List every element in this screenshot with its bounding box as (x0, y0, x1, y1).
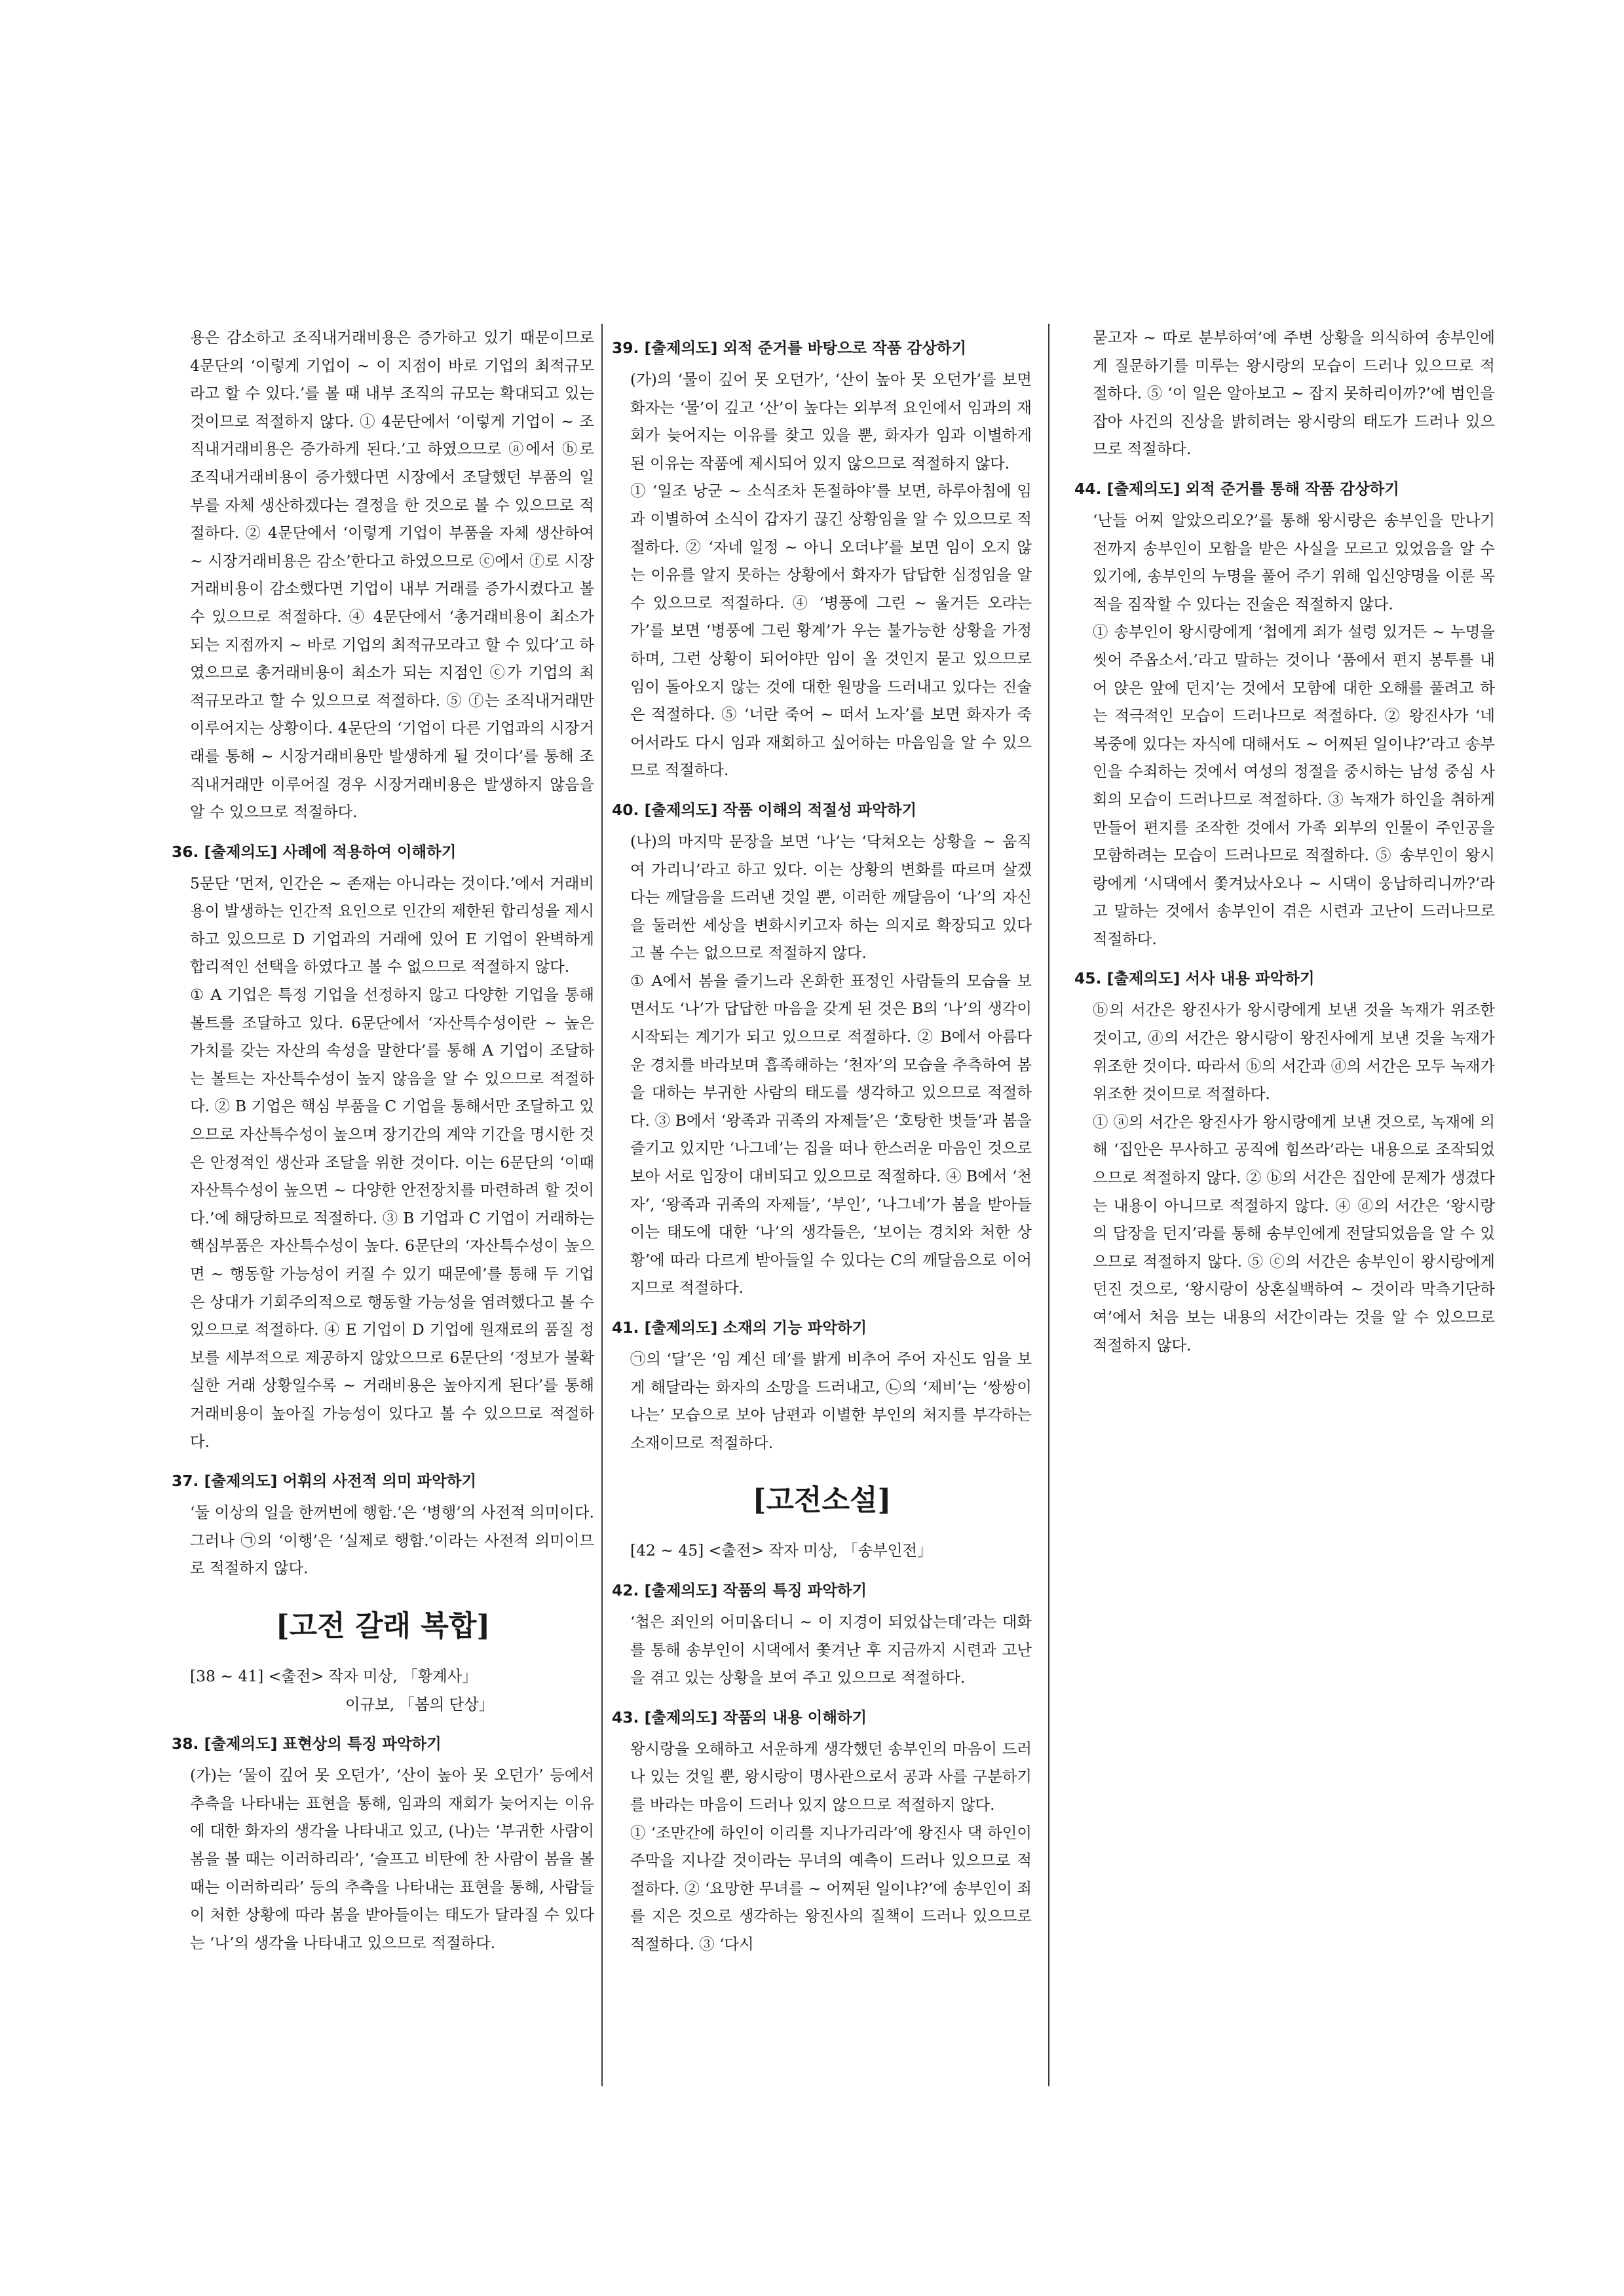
paragraph: ‘둘 이상의 일을 한꺼번에 행함.’은 ‘병행’의 사전적 의미이다. 그러나 ㉠의 ‘이행’은 ‘실제로 행함.’이라는 사전적 의미이므로 적절하지 않다. (190, 1503, 594, 1578)
paragraph: 용은 감소하고 조직내거래비용은 증가하고 있기 때문이므로 4문단의 ‘이렇게 기업이 ~ 이 지점이 바로 기업의 최적규모라고 할 수 있다.’를 볼 때 내부 조직의 규모는 확대되고 있는 것이므로 적절하지 않다. ① 4문단에서 ‘이렇게 기업이 ~ 조직내거래비용은 증가하게 된다.’고 하였으므로 ⓐ에서 ⓑ로 조직내거래비용이 증가했다면 시장에서 조달했던 부품의 일부를 자체 생산하겠다는 결정을 한 것으로 볼 수 있으므로 적절하다. ② 4문단에서 ‘이렇게 기업이 부품을 자체 생산하여 ~ 시장거래비용은 감소’한다고 하였으므로 ⓒ에서 ⓕ로 시장거래비용이 감소했다면 기업이 내부 거래를 증가시켰다고 볼 수 있으므로 적절하다. ④ 4문단에서 ‘총거래비용이 최소가 되는 지점까지 ~ 바로 기업의 최적규모라고 할 수 있다’고 하였으므로 총거래비용이 최소가 되는 지점인 ⓒ가 기업의 최적규모라고 할 수 있으므로 적절하다. ⑤ ⓕ는 조직내거래만 이루어지는 상황이다. 4문단의 ‘기업이 다른 기업과의 시장거래를 통해 ~ 시장거래비용만 발생하게 될 것이다’를 통해 조직내거래만 이루어질 경우 시장거래비용은 발생하지 않음을 알 수 있으므로 적절하다. (190, 328, 595, 822)
source-line: [38 ~ 41] <출전> 작자 미상, 「황계사」 (190, 1666, 478, 1685)
column-left (172, 324, 594, 1957)
paragraph: ‘첩은 죄인의 어미옵더니 ~ 이 지경이 되었삽는데’라는 대화를 통해 송부인이 시댁에서 쫓겨난 후 지금까지 시련과 고난을 겪고 있는 상황을 보여 주고 있으므로 적절하다. (630, 1612, 1032, 1687)
question-36-title: 36. [출제의도] 사례에 적용하여 이해하기 (172, 842, 457, 861)
paragraph: ① ‘일조 낭군 ~ 소식조차 돈절하야’를 보면, 하루아침에 임과 이별하여 소식이 갑자기 끊긴 상황임을 알 수 있으므로 적절하다. ② ‘자네 일정 ~ 아니 오더냐’를 보면 임이 오지 않는 이유를 알지 못하는 상황에서 화자가 답답한 심정임을 알 수 있으므로 적절하다. ④ ‘병풍에 그린 ~ 울거든 오랴는가’를 보면 ‘병풍에 그린 황계’가 우는 불가능한 상황을 가정하며, 그런 상황이 되어야만 임이 올 것인지 묻고 있으므로 임이 돌아오지 않는 것에 대한 원망을 드러내고 있다는 진술은 적절하다. ⑤ ‘너란 죽어 ~ 떠서 노자’를 보면 화자가 죽어서라도 다시 임과 재회하고 싶어하는 마음임을 알 수 있으므로 적절하다. (630, 482, 1032, 780)
question-44-title: 44. [출제의도] 외적 준거를 통해 작품 감상하기 (1074, 479, 1399, 498)
paragraph: ① ⓐ의 서간은 왕진사가 왕시랑에게 보낸 것으로, 녹재에 의해 ‘집안은 무사하고 공직에 힘쓰라’라는 내용으로 조작되었으므로 적절하지 않다. ② ⓑ의 서간은 집안에 문제가 생겼다는 내용이 아니므로 적절하지 않다. ④ ⓓ의 서간은 ‘왕시랑의 답장을 던지’라를 통해 송부인에게 전달되었음을 알 수 있으므로 적절하지 않다. ⑤ ⓒ의 서간은 송부인이 왕시랑에게 던진 것으로, ‘왕시랑이 상혼실백하여 ~ 것이라 막측기단하여’에서 처음 보는 내용의 서간이라는 것을 알 수 있으므로 적절하지 않다. (1093, 1112, 1495, 1354)
question-40-title: 40. [출제의도] 작품 이해의 적절성 파악하기 (612, 800, 917, 819)
paragraph: 왕시랑을 오해하고 서운하게 생각했던 송부인의 마음이 드러나 있는 것일 뿐, 왕시랑이 명사관으로서 공과 사를 구분하기를 바라는 마음이 드러나 있지 않으므로 적절하지 않다. (630, 1739, 1032, 1814)
question-42-title: 42. [출제의도] 작품의 특징 파악하기 (612, 1580, 867, 1599)
paragraph: ‘난들 어찌 알았으리오?’를 통해 왕시랑은 송부인을 만나기 전까지 송부인이 모함을 받은 사실을 모르고 있었음을 알 수 있기에, 송부인의 누명을 풀어 주기 위해 입신양명을 이룬 목적을 짐작할 수 있다는 진술은 적절하지 않다. (1093, 510, 1495, 613)
question-41-title: 41. [출제의도] 소재의 기능 파악하기 (612, 1318, 867, 1337)
paragraph: ① A 기업은 특정 기업을 선정하지 않고 다양한 기업을 통해 볼트를 조달하고 있다. 6문단에서 ‘자산특수성이란 ~ 높은 가치를 갖는 자산의 속성을 말한다’를 통해 A 기업이 조달하는 볼트는 자산특수성이 높지 않음을 알 수 있으므로 적절하다. ② B 기업은 핵심 부품을 C 기업을 통해서만 조달하고 있으므로 자산특수성이 높으며 장기간의 계약 기간을 명시한 것은 안정적인 생산과 조달을 위한 것이다. 이는 6문단의 ‘이때 자산특수성이 높으면 ~ 다양한 안전장치를 마련하려 할 것이다.’에 해당하므로 적절하다. ③ B 기업과 C 기업이 거래하는 핵심부품은 자산특수성이 높다. 6문단의 ‘자산특수성이 높으면 ~ 행동할 가능성이 커질 수 있기 때문에’를 통해 두 기업은 상대가 기회주의적으로 행동할 가능성을 염려했다고 볼 수 있으므로 적절하다. ④ E 기업이 D 기업에 원재료의 품질 정보를 세부적으로 제공하지 않았으므로 6문단의 ‘정보가 불확실한 거래 상황일수록 ~ 거래비용은 높아지게 된다’를 통해 거래비용이 높아질 가능성이 있다고 볼 수 있으므로 적절하다. (190, 985, 594, 1451)
paragraph: (가)는 ‘물이 깊어 못 오던가’, ‘산이 높아 못 오던가’ 등에서 추측을 나타내는 표현을 통해, 임과의 재회가 늦어지는 이유에 대한 화자의 생각을 나타내고 있고, (나)는 ‘부귀한 사람이 봄을 볼 때는 이러하리라’, ‘슬프고 비탄에 찬 사람이 봄을 볼 때는 이러하리라’ 등의 추측을 나타내는 표현을 통해, 사람들이 처한 상황에 따라 봄을 받아들이는 태도가 달라질 수 있다는 ‘나’의 생각을 나타내고 있으므로 적절하다. (190, 1766, 594, 1952)
paragraph: ① ‘조만간에 하인이 이리를 지나가리라’에 왕진사 댁 하인이 주막을 지나갈 것이라는 무녀의 예측이 드러나 있으므로 적절하다. ② ‘요망한 무녀를 ~ 어찌된 일이냐?’에 송부인이 죄를 지은 것으로 생각하는 왕진사의 질책이 드러나 있으므로 적절하다. ③ ‘다시 (630, 1823, 1032, 1953)
question-37-title: 37. [출제의도] 어휘의 사전적 의미 파악하기 (172, 1472, 477, 1491)
paragraph: ① 송부인이 왕시랑에게 ‘첩에게 죄가 설령 있거든 ~ 누명을 씻어 주옵소서.’라고 말하는 것이나 ‘품에서 편지 봉투를 내어 앉은 앞에 던지’는 것에서 모함에 대한 오해를 풀려고 하는 적극적인 모습이 드러나므로 적절하다. ② 왕진사가 ‘네 복중에 있다는 자식에 대해서도 ~ 어찌된 일이냐?’라고 송부인을 수죄하는 것에서 여성의 정절을 중시하는 남성 중심 사회의 모습이 드러나므로 적절하다. ③ 녹재가 하인을 취하게 만들어 편지를 조작한 것에서 가족 외부의 인물이 주인공을 모함하려는 모습이 드러나므로 적절하다. ⑤ 송부인이 왕시랑에게 ‘시댁에서 쫓겨났사오나 ~ 시댁이 웅납하리니까?’라고 말하는 것에서 송부인이 겪은 시련과 고난이 드러나므로 적절하다. (1093, 622, 1495, 948)
question-45-title: 45. [출제의도] 서사 내용 파악하기 (1074, 969, 1315, 988)
paragraph: 5문단 ‘먼저, 인간은 ~ 존재는 아니라는 것이다.’에서 거래비용이 발생하는 인간적 요인으로 인간의 제한된 합리성을 제시하고 있으므로 D 기업과의 거래에 있어 E 기업이 완벽하게 합리적인 선택을 하였다고 볼 수 없으므로 적절하지 않다. (190, 873, 594, 976)
column-middle (612, 324, 1032, 1959)
paragraph: (가)의 ‘물이 깊어 못 오던가’, ‘산이 높아 못 오던가’를 보면 화자는 ‘물’이 깊고 ‘산’이 높다는 외부적 요인에서 임과의 재회가 늦어지는 이유를 찾고 있을 뿐, 화자가 임과 이별하게 된 이유는 작품에 제시되어 있지 않으므로 적절하지 않다. (630, 370, 1032, 472)
paragraph: (나)의 마지막 문장을 보면 ‘나’는 ‘닥쳐오는 상황을 ~ 움직여 가리니’라고 하고 있다. 이는 상황의 변화를 따르며 살겠다는 깨달음을 드러낸 것일 뿐, 이러한 깨달음이 ‘나’의 자신을 둘러싼 세상을 변화시키고자 하는 의지로 확장되고 있다고 볼 수는 없으므로 적절하지 않다. (630, 832, 1032, 963)
paragraph: ㉠의 ‘달’은 ‘임 계신 데’를 밝게 비추어 주어 자신도 임을 보게 해달라는 화자의 소망을 드러내고, ㉡의 ‘제비’는 ‘쌍쌍이 나는’ 모습으로 보아 남편과 이별한 부인의 처지를 부각하는 소재이므로 적절하다. (630, 1350, 1032, 1452)
section-title: [고전 갈래 복합] (275, 1609, 491, 1643)
column-divider (601, 324, 603, 2086)
column-right (1074, 324, 1495, 1359)
paragraph: ① A에서 봄을 즐기느라 온화한 표정인 사람들의 모습을 보면서도 ‘나’가 답답한 마음을 갖게 된 것은 B의 ‘나’의 생각이 시작되는 계기가 되고 있으므로 적절하다. ② B에서 아름다운 경치를 바라보며 흡족해하는 ‘천자’의 모습을 추측하여 봄을 대하는 부귀한 사람의 태도를 생각하고 있으므로 적절하다. ③ B에서 ‘왕족과 귀족의 자제들’은 ‘호탕한 벗들’과 봄을 즐기고 있지만 ‘나그네’는 집을 떠나 한스러운 마음인 것으로 보아 서로 입장이 대비되고 있으므로 적절하다. ④ B에서 ‘천자’, ‘왕족과 귀족의 자제들’, ‘부인’, ‘나그네’가 봄을 받아들이는 태도에 대한 ‘나’의 생각들은, ‘보이는 경치와 처한 상황’에 따라 다르게 받아들일 수 있다는 C의 깨달음으로 이어지므로 적절하다. (630, 971, 1032, 1297)
question-38-title: 38. [출제의도] 표현상의 특징 파악하기 (172, 1734, 442, 1753)
question-43-title: 43. [출제의도] 작품의 내용 이해하기 (612, 1708, 867, 1727)
paragraph: 묻고자 ~ 따로 분부하여’에 주변 상황을 의식하여 송부인에게 질문하기를 미루는 왕시랑의 모습이 드러나 있으므로 적절하다. ⑤ ‘이 일은 알아보고 ~ 잡지 못하리이까?’에 범인을 잡아 사건의 진상을 밝히려는 왕시랑의 태도가 드러나 있으므로 적절하다. (1093, 328, 1495, 459)
source-line: [42 ~ 45] <출전> 작자 미상, 「송부인전」 (630, 1541, 933, 1560)
section-title: [고전소설] (752, 1483, 892, 1518)
question-39-title: 39. [출제의도] 외적 준거를 바탕으로 작품 감상하기 (612, 339, 966, 357)
paragraph: ⓑ의 서간은 왕진사가 왕시랑에게 보낸 것을 녹재가 위조한 것이고, ⓓ의 서간은 왕시랑이 왕진사에게 보낸 것을 녹재가 위조한 것이다. 따라서 ⓑ의 서간과 ⓓ의 서간은 모두 녹재가 위조한 것이므로 적절하다. (1093, 1001, 1495, 1103)
source-line: 이규보, 「봄의 단상」 (345, 1694, 495, 1713)
column-divider (1048, 324, 1049, 2086)
